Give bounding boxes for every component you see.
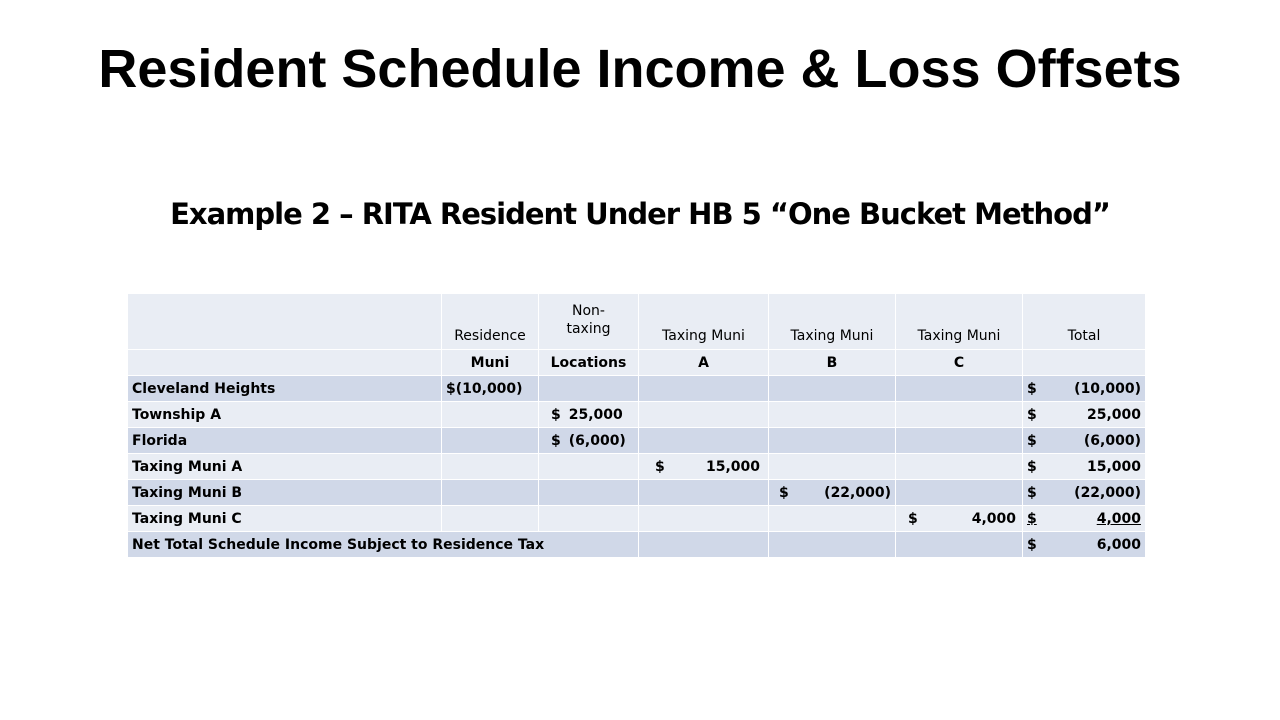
- subheader-cell-residence: Muni: [442, 350, 539, 376]
- subheader-cell-nontaxing: Locations: [539, 350, 639, 376]
- taxing-c-cell: [896, 454, 1023, 480]
- table-row: [128, 402, 1146, 428]
- taxing-c-amount: 4,000: [971, 510, 1016, 527]
- taxing-b-amount: (22,000): [824, 484, 891, 501]
- residence-cell: [442, 454, 539, 480]
- taxing-c-cell: [896, 532, 1023, 558]
- taxing-a-cell: [639, 428, 769, 454]
- net-total-label: Net Total Schedule Income Subject to Residence Tax: [128, 532, 639, 558]
- total-currency: $: [1027, 432, 1037, 449]
- total-amount: (22,000): [1074, 484, 1141, 501]
- net-total-currency: $: [1027, 536, 1037, 553]
- header-cell-taxing-c: Taxing Muni: [896, 294, 1023, 350]
- total-cell: [1023, 402, 1146, 428]
- header-cell-residence: Residence: [442, 294, 539, 350]
- header-cell-label: [128, 294, 442, 350]
- table-header-row: [128, 294, 1146, 350]
- total-cell: [1023, 376, 1146, 402]
- total-cell: [1023, 480, 1146, 506]
- taxing-a-cell: [639, 454, 769, 480]
- subheader-cell-taxing-a: A: [639, 350, 769, 376]
- taxing-c-currency: $: [908, 510, 918, 527]
- taxing-c-cell: [896, 480, 1023, 506]
- total-currency: $: [1027, 484, 1037, 501]
- total-cell: [1023, 506, 1146, 532]
- taxing-a-cell: [639, 480, 769, 506]
- residence-cell: [442, 506, 539, 532]
- taxing-b-cell: [769, 480, 896, 506]
- nontaxing-cell: [539, 480, 639, 506]
- taxing-b-cell: [769, 454, 896, 480]
- row-label: Taxing Muni B: [128, 480, 442, 506]
- slide-title: Resident Schedule Income & Loss Offsets: [98, 39, 1182, 99]
- table-row: [128, 454, 1146, 480]
- nontaxing-cell: [539, 428, 639, 454]
- nontaxing-cell: [539, 454, 639, 480]
- taxing-a-cell: [639, 376, 769, 402]
- taxing-c-cell: [896, 506, 1023, 532]
- total-currency: $: [1027, 380, 1037, 397]
- taxing-a-amount: 15,000: [705, 458, 760, 475]
- residence-cell: $(10,000): [442, 376, 539, 402]
- total-currency: $: [1027, 458, 1037, 475]
- header-cell-taxing-a: Taxing Muni: [639, 294, 769, 350]
- nontaxing-currency: $: [551, 432, 561, 449]
- table-row: [128, 428, 1146, 454]
- row-label: Taxing Muni A: [128, 454, 442, 480]
- total-amount: (10,000): [1074, 380, 1141, 397]
- table-row: [128, 480, 1146, 506]
- slide-subtitle: Example 2 – RITA Resident Under HB 5 “One Bucket Method”: [170, 197, 1110, 231]
- row-label: Cleveland Heights: [128, 376, 442, 402]
- row-label: Taxing Muni C: [128, 506, 442, 532]
- row-label: Township A: [128, 402, 442, 428]
- subheader-cell-total: [1023, 350, 1146, 376]
- net-total-cell: [1023, 532, 1146, 558]
- header-cell-taxing-b: Taxing Muni: [769, 294, 896, 350]
- nontaxing-cell: [539, 376, 639, 402]
- residence-cell: [442, 428, 539, 454]
- taxing-c-cell: [896, 402, 1023, 428]
- taxing-c-cell: [896, 428, 1023, 454]
- taxing-a-cell: [639, 506, 769, 532]
- table-row: [128, 376, 1146, 402]
- subheader-cell-taxing-b: B: [769, 350, 896, 376]
- table-subheader-row: [128, 350, 1146, 376]
- nontaxing-amount: 25,000: [568, 406, 623, 423]
- taxing-b-cell: [769, 376, 896, 402]
- nontaxing-amount: (6,000): [568, 432, 626, 449]
- total-cell: [1023, 454, 1146, 480]
- nontaxing-cell: [539, 506, 639, 532]
- nontaxing-currency: $: [551, 406, 561, 423]
- total-amount: 4,000: [1096, 510, 1141, 527]
- taxing-a-cell: [639, 402, 769, 428]
- header-cell-nontaxing: Non- taxing: [539, 294, 639, 350]
- taxing-b-cell: [769, 402, 896, 428]
- taxing-b-cell: [769, 428, 896, 454]
- total-amount: (6,000): [1083, 432, 1141, 449]
- subheader-cell-taxing-c: C: [896, 350, 1023, 376]
- total-amount: 25,000: [1086, 406, 1141, 423]
- nontaxing-cell: [539, 402, 639, 428]
- net-total-row: [128, 532, 1146, 558]
- subheader-cell-label: [128, 350, 442, 376]
- taxing-b-cell: [769, 532, 896, 558]
- schedule-table: [127, 293, 1146, 558]
- taxing-b-currency: $: [779, 484, 789, 501]
- taxing-b-cell: [769, 506, 896, 532]
- total-currency: $: [1027, 510, 1037, 527]
- net-total-amount: 6,000: [1096, 536, 1141, 553]
- row-label: Florida: [128, 428, 442, 454]
- residence-cell: [442, 402, 539, 428]
- taxing-a-currency: $: [655, 458, 665, 475]
- taxing-c-cell: [896, 376, 1023, 402]
- residence-cell: [442, 480, 539, 506]
- total-cell: [1023, 428, 1146, 454]
- total-currency: $: [1027, 406, 1037, 423]
- header-cell-total: Total: [1023, 294, 1146, 350]
- taxing-a-cell: [639, 532, 769, 558]
- total-amount: 15,000: [1086, 458, 1141, 475]
- table-row: [128, 506, 1146, 532]
